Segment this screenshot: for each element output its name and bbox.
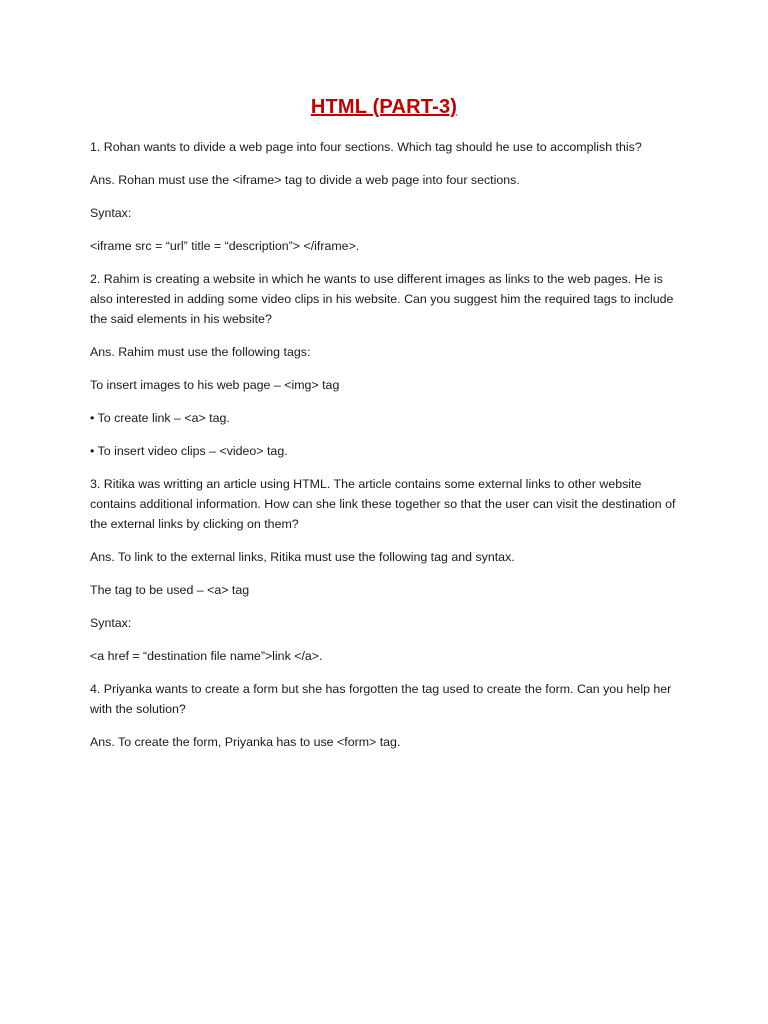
syntax-label-3: Syntax: bbox=[90, 616, 132, 630]
answer-2-item-img: To insert images to his web page – <img> tag bbox=[90, 378, 340, 392]
answer-2-item-video: • To insert video clips – <video> tag. bbox=[90, 444, 288, 458]
syntax-label-1: Syntax: bbox=[90, 206, 132, 220]
syntax-code-3: <a href = “destination file name”>link </a>. bbox=[90, 649, 323, 663]
answer-3-tag: The tag to be used – <a> tag bbox=[90, 583, 250, 597]
question-1: 1. Rohan wants to divide a web page into four sections. Which tag should he use to accomplish this? bbox=[90, 140, 642, 154]
answer-2-item-link: • To create link – <a> tag. bbox=[90, 411, 230, 425]
document-body bbox=[90, 137, 680, 765]
syntax-code-1: <iframe src = “url” title = “description”> </iframe>. bbox=[90, 239, 360, 253]
answer-4: Ans. To create the form, Priyanka has to use <form> tag. bbox=[90, 735, 401, 749]
answer-3: Ans. To link to the external links, Ritika must use the following tag and syntax. bbox=[90, 550, 515, 564]
question-2: 2. Rahim is creating a website in which he wants to use different images as links to the web pages. He is also interested in adding some video clips in his website. Can you suggest him the required tags to include the said elements in his website? bbox=[90, 272, 674, 326]
answer-2: Ans. Rahim must use the following tags: bbox=[90, 345, 311, 359]
question-4: 4. Priyanka wants to create a form but she has forgotten the tag used to create the form. Can you help her with the solution? bbox=[90, 682, 672, 716]
answer-1: Ans. Rohan must use the <iframe> tag to divide a web page into four sections. bbox=[90, 173, 520, 187]
page-title: HTML (PART-3) bbox=[310, 96, 458, 118]
question-3: 3. Ritika was writting an article using HTML. The article contains some external links to other website contains additional information. How can she link these together so that the user can visit the destination of the external links by clicking on them? bbox=[90, 477, 676, 531]
